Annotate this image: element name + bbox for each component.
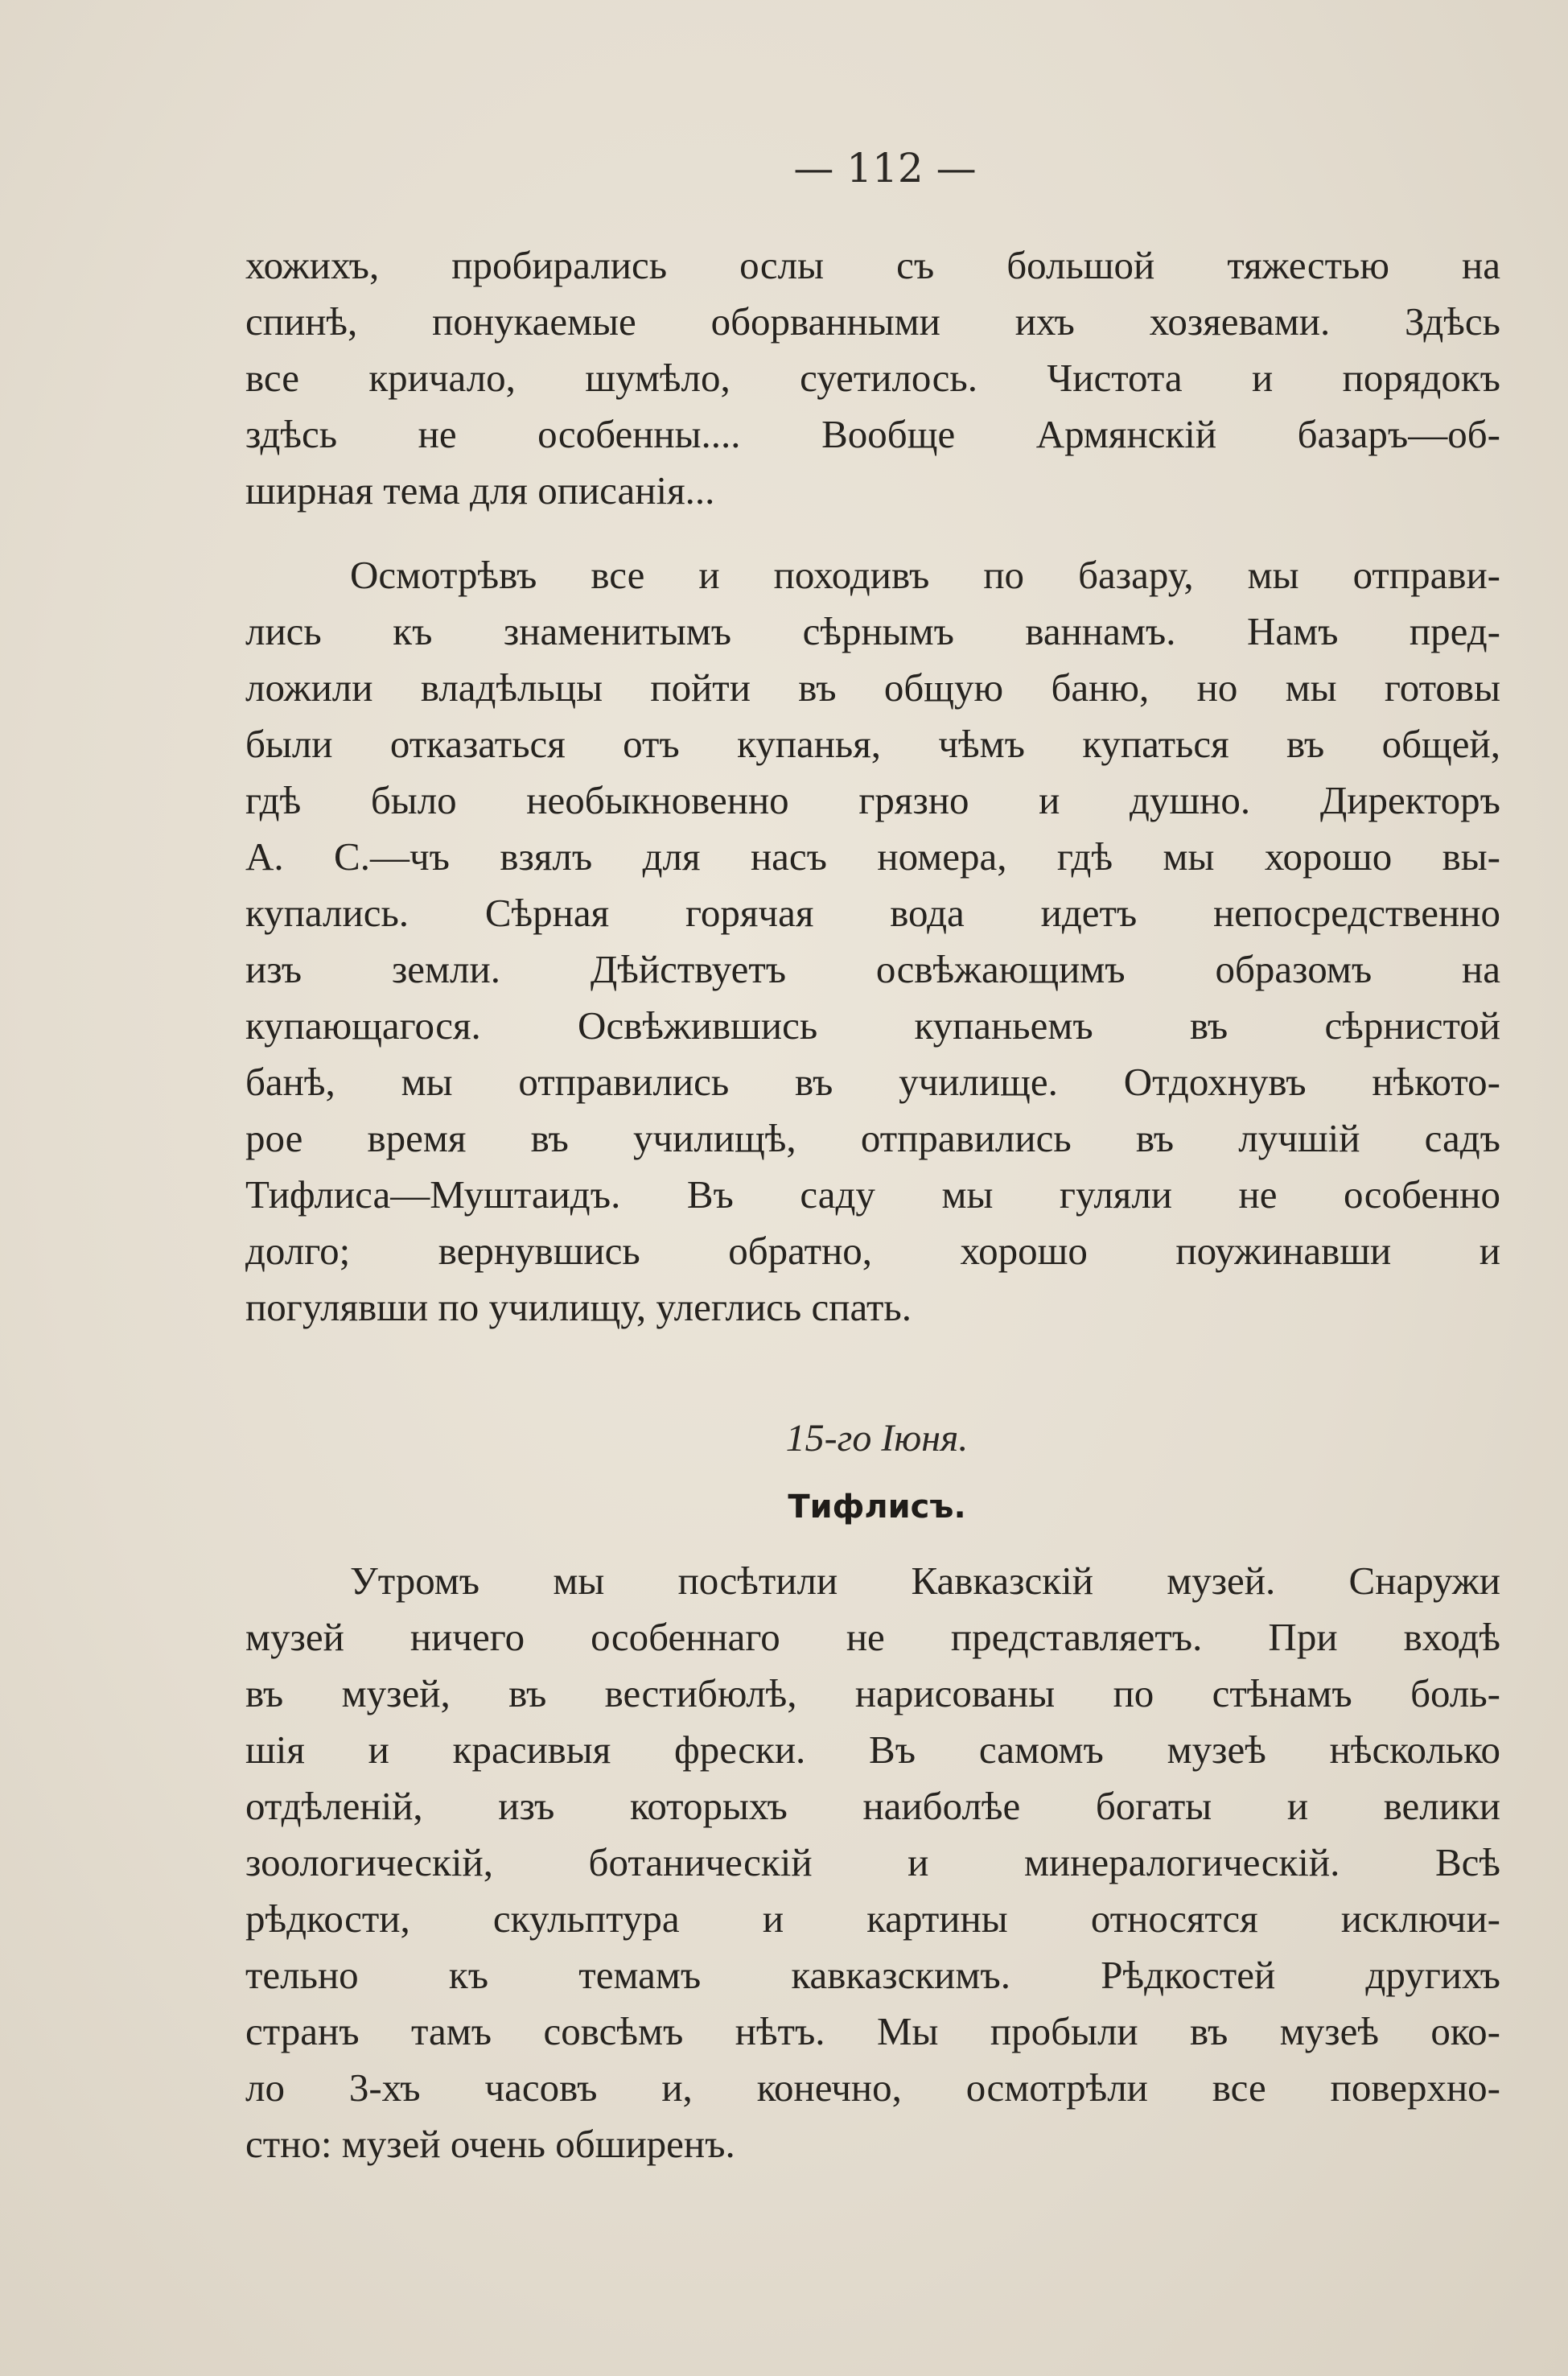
text-line: спинѣ, понукаемые оборванными ихъ хозяевами. Здѣсь: [245, 299, 1500, 344]
text-line: въ музей, въ вестибюлѣ, нарисованы по стѣнамъ боль-: [245, 1671, 1500, 1715]
text-line: Осмотрѣвъ все и походивъ по базару, мы отправи-: [350, 553, 1500, 597]
text-line: ло 3-хъ часовъ и, конечно, осмотрѣли все поверхно-: [245, 2065, 1500, 2110]
text-line: рое время въ училищѣ, отправились въ лучшій садъ: [245, 1116, 1500, 1160]
text-line: банѣ, мы отправились въ училище. Отдохнувъ нѣкото-: [245, 1060, 1500, 1104]
text-line: зоологическій, ботаническій и минералогическій. Всѣ: [245, 1840, 1500, 1884]
text-line: ширная тема для описанія...: [245, 468, 715, 513]
text-line: лись къ знаменитымъ сѣрнымъ ваннамъ. Намъ пред-: [245, 609, 1500, 653]
text-line: гдѣ было необыкновенно грязно и душно. Директоръ: [245, 778, 1500, 822]
text-line: рѣдкости, скульптура и картины относятся исключи-: [245, 1896, 1500, 1941]
text-line: тельно къ темамъ кавказскимъ. Рѣдкостей другихъ: [245, 1953, 1500, 1997]
text-line: ложили владѣльцы пойти въ общую баню, но мы готовы: [245, 665, 1500, 710]
text-line: долго; вернувшись обратно, хорошо поужинавши и: [245, 1229, 1500, 1273]
text-line: все кричало, шумѣло, суетилось. Чистота и порядокъ: [245, 356, 1500, 400]
text-line: странъ тамъ совсѣмъ нѣтъ. Мы пробыли въ музеѣ око-: [245, 2009, 1500, 2053]
entry-date-heading: 15-го Іюня.: [785, 1417, 969, 1460]
text-line: хожихъ, пробирались ослы съ большой тяжестью на: [245, 243, 1500, 287]
text-line: отдѣленій, изъ которыхъ наиболѣе богаты и велики: [245, 1784, 1500, 1828]
text-line: были отказаться отъ купанья, чѣмъ купаться въ общей,: [245, 722, 1500, 766]
text-line: А. С.—чъ взялъ для насъ номера, гдѣ мы хорошо вы-: [245, 834, 1500, 879]
text-line: купались. Сѣрная горячая вода идетъ непосредственно: [245, 891, 1500, 935]
text-line: стно: музей очень обширенъ.: [245, 2122, 735, 2166]
entry-place-heading: Тифлисъ.: [788, 1489, 966, 1526]
paragraph-1: [245, 237, 1500, 519]
text-line: шія и красивыя фрески. Въ самомъ музеѣ нѣсколько: [245, 1727, 1500, 1772]
paragraph-3: [245, 1553, 1500, 2172]
text-line: погулявши по училищу, улеглись спать.: [245, 1285, 912, 1329]
page-number: — 112 —: [793, 145, 977, 191]
text-line: Тифлиса—Муштаидъ. Въ саду мы гуляли не особенно: [245, 1172, 1500, 1217]
text-line: купающагося. Освѣжившись купаньемъ въ сѣрнистой: [245, 1003, 1500, 1048]
text-line: музей ничего особеннаго не представляетъ. При входѣ: [245, 1615, 1500, 1659]
text-line: изъ земли. Дѣйствуетъ освѣжающимъ образомъ на: [245, 947, 1500, 991]
text-line: Утромъ мы посѣтили Кавказскій музей. Снаружи: [350, 1559, 1500, 1603]
text-line: здѣсь не особенны.... Вообще Армянскій базаръ—об-: [245, 412, 1500, 456]
paragraph-2: [245, 547, 1500, 1336]
